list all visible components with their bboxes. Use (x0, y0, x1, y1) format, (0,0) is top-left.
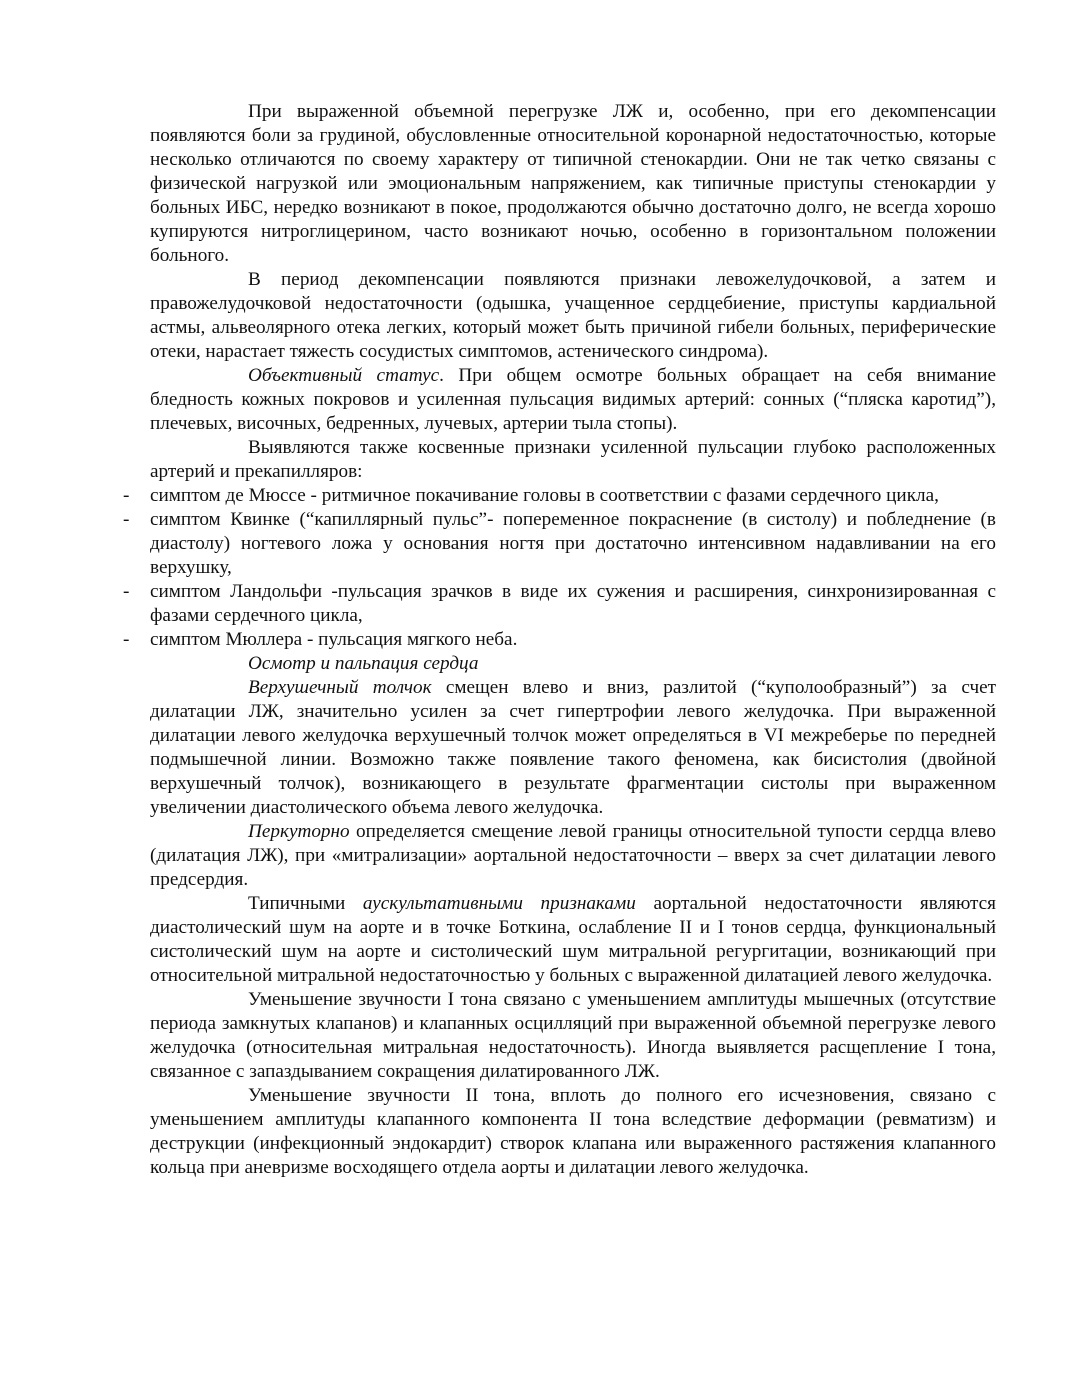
italic-term-objective-status: Объективный статус (248, 365, 440, 386)
paragraph-indirect-signs: Выявляются также косвенные признаки усиленной пульсации глубоко расположенных артерий и прекапилляров: (150, 437, 996, 482)
paragraph-objective-status (150, 364, 996, 436)
paragraph-apex-beat (150, 676, 996, 820)
italic-term-apex-beat: Верхушечный толчок (248, 677, 432, 698)
list-item-text: симптом Ландольфи -пульсация зрачков в виде их сужения и расширения, синхронизированная с фазами сердечного цикла, (150, 581, 996, 626)
document-page (123, 100, 996, 1180)
list-dash: - (123, 485, 130, 506)
list-item (123, 580, 996, 628)
list-dash: - (123, 581, 130, 602)
paragraph-second-tone: Уменьшение звучности II тона, вплоть до полного его исчезновения, связано с уменьшением амплитуды клапанного компонента II тона вследствие деформации (ревматизм) и деструкции (инфекционный эндокардит) створок клапана или выраженного растяжения клапанного кольца при аневризме восходящего отдела аорты и дилатации левого желудочка. (150, 1085, 996, 1178)
paragraph-first-tone: Уменьшение звучности I тона связано с уменьшением амплитуды мышечных (отсутствие периода замкнутых клапанов) и клапанных осцилляций при выраженной объемной перегрузке левого желудочка (относительная митральная недостаточность). Иногда выявляется расщепление I тона, связанное с запаздыванием сокращения дилатированного ЛЖ. (150, 989, 996, 1082)
list-item (123, 508, 996, 580)
list-dash: - (123, 509, 130, 530)
paragraph-text: аортальной недостаточности являются диастолический шум на аорте и в точке Боткина, ослабление II и I тонов сердца, функциональный систолический шум на аорте и систолический шум митральной регургитации, возникающий при относительной митральной недостаточностью у больных с выраженной дилатацией левого желудочка. (150, 893, 996, 986)
paragraph-text: . При общем осмотре больных обращает на себя внимание бледность кожных покровов и усиленная пульсация видимых артерий: сонных (“пляска каротид”), плечевых, височных, бедренных, лучевых, артерии тыла стопы). (150, 365, 996, 434)
paragraph-auscultation (150, 892, 996, 988)
list-item-text: симптом Квинке (“капиллярный пульс”- попеременное покраснение (в систолу) и побледнение (в диастолу) ногтевого ложа у основания ногтя при достаточно интенсивном надавливании на его верхушку, (150, 509, 996, 578)
section-heading: Осмотр и пальпация сердца (248, 653, 479, 674)
paragraph-text: определяется смещение левой границы относительной тупости сердца влево (дилатация ЛЖ), при «митрализации» аортальной недостаточности – вверх за счет дилатации левого предсердия. (150, 821, 996, 890)
paragraph-text: смещен влево и вниз, разлитой (“куполообразный”) за счет дилатации ЛЖ, значительно усилен за счет гипертрофии левого желудочка. При выраженной дилатации левого желудочка верхушечный толчок может определяться в VI межреберье по передней подмышечной линии. Возможно также появление такого феномена, как бисистолия (двойной верхушечный толчок), возникающего в результате фрагментации систолы при выраженном увеличении диастолического объема левого желудочка. (150, 677, 996, 818)
italic-term-auscultation: аускультативными признаками (362, 893, 636, 914)
paragraph-decompensation: В период декомпенсации появляются признаки левожелудочковой, а затем и правожелудочковой недостаточности (одышка, учащенное сердцебиение, приступы кардиальной астмы, альвеолярного отека легких, который может быть причиной гибели больных, периферические отеки, нарастает тяжесть сосудистых симптомов, астенического синдрома). (150, 269, 996, 362)
list-item (123, 628, 996, 652)
symptom-list (123, 484, 996, 652)
italic-term-percussion: Перкуторно (248, 821, 350, 842)
paragraph-text: Типичными (248, 893, 363, 914)
list-item (123, 484, 996, 508)
paragraph-chest-pain: При выраженной объемной перегрузке ЛЖ и, особенно, при его декомпенсации появляются боли за грудиной, обусловленные относительной коронарной недостаточностью, которые несколько отличаются по своему характеру от типичной стенокардии. Они не так четко связаны с физической нагрузкой или эмоциональным напряжением, как типичные приступы стенокардии у больных ИБС, нередко возникают в покое, продолжаются обычно достаточно долго, не всегда хорошо купируются нитроглицерином, часто возникают ночью, особенно в горизонтальном положении больного. (150, 101, 996, 266)
list-dash: - (123, 629, 130, 650)
list-item-text: симптом Мюллера - пульсация мягкого неба. (150, 629, 518, 650)
list-item-text: симптом де Мюссе - ритмичное покачивание головы в соответствии с фазами сердечного цикла, (150, 485, 939, 506)
paragraph-percussion (150, 820, 996, 892)
